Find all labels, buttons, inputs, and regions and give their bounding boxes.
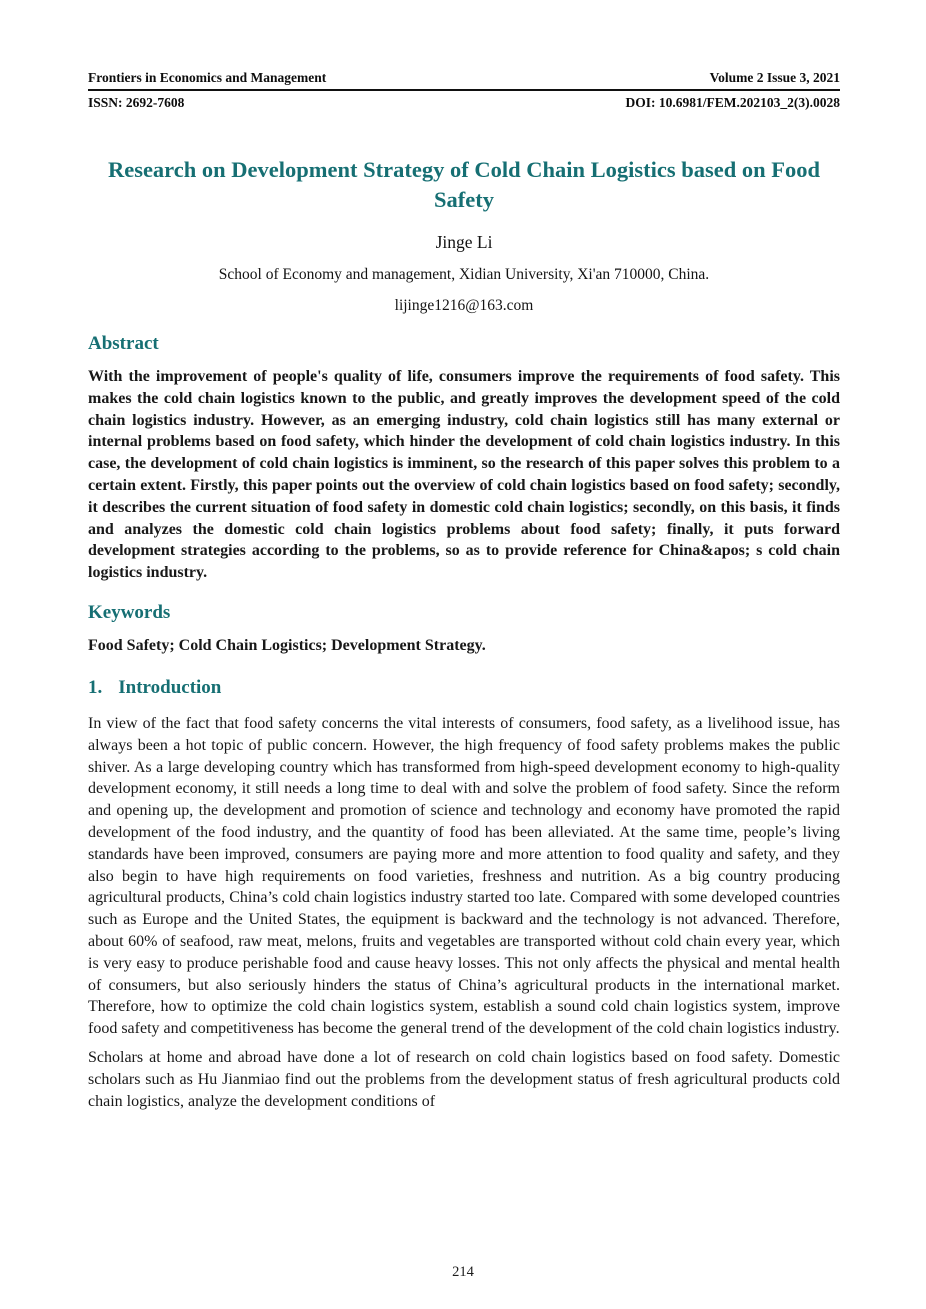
article-title: Research on Development Strategy of Cold Chain Logistics based on Food Safety: [107, 157, 821, 212]
author-email: lijinge1216@163.com: [394, 297, 534, 314]
abstract-heading: Abstract: [88, 333, 159, 354]
running-head-bottom: [88, 95, 840, 111]
abstract-text: With the improvement of people's quality of life, consumers improve the requirements of food safety. This makes the cold chain logistics known to the public, and greatly improves the development speed of the cold chain logistics industry. However, as an emerging industry, cold chain logistics still has many external or internal problems based on food safety, which hinder the development of cold chain logistics industry. In this case, the development of cold chain logistics is imminent, so the research of this paper solves this problem to a certain extent. Firstly, this paper points out the overview of cold chain logistics based on food safety; secondly, it describes the current situation of food safety in domestic cold chain logistics; secondly, on this basis, it finds and analyzes the domestic cold chain logistics problems about food safety; finally, it puts forward development strategies according to the problems, so as to provide reference for China&apos; s cold chain logistics industry.: [88, 368, 840, 582]
author-name: Jinge Li: [435, 232, 493, 252]
volume-issue: Volume 2 Issue 3, 2021: [709, 70, 840, 85]
introduction-paragraph: In view of the fact that food safety concerns the vital interests of consumers, food safety, as a livelihood issue, has always been a hot topic of public concern. However, the high frequency of food safety problems makes the public shiver. As a large developing country which has transformed from high-speed development economy to high-quality development economy, it still needs a long time to deal with and solve the problem of food safety. Since the reform and opening up, the development and promotion of science and technology and economy have promoted the rapid development of the food industry, and the quantity of food has been alleviated. At the same time, people’s living standards have been improved, consumers are paying more and more attention to food quality and safety, and they also begin to have high requirements on food varieties, freshness and nutrition. As a big country producing agricultural products, China’s cold chain logistics industry started too late. Compared with some developed countries such as Europe and the United States, the equipment is backward and the technology is not advanced. Therefore, about 60% of seafood, raw meat, melons, fruits and vegetables are transported without cold chain every year, which is very easy to produce perishable food and cause heavy losses. This not only affects the physical and mental health of consumers, but also seriously hinders the status of China’s agricultural products in the international market. Therefore, how to optimize the cold chain logistics system, establish a sound cold chain logistics system, improve food safety and competitiveness has become the general trend of the development of the cold chain logistics industry.: [88, 714, 840, 1038]
introduction-paragraph: Scholars at home and abroad have done a lot of research on cold chain logistics based on food safety. Domestic scholars such as Hu Jianmiao find out the problems from the development status of fresh agricultural products cold chain logistics, analyze the development conditions of: [88, 1048, 840, 1110]
journal-name: Frontiers in Economics and Management: [88, 70, 327, 85]
keywords-heading: Keywords: [88, 601, 171, 623]
running-head-top: [88, 70, 840, 91]
doi: DOI: 10.6981/FEM.202103_2(3).0028: [625, 95, 840, 110]
introduction-heading-label: Introduction: [118, 676, 222, 698]
author-affiliation: School of Economy and management, Xidian University, Xi'an 710000, China.: [218, 266, 710, 283]
keywords-text: Food Safety; Cold Chain Logistics; Development Strategy.: [88, 636, 486, 654]
issn: ISSN: 2692-7608: [88, 95, 185, 110]
page-number: 214: [452, 1264, 474, 1280]
introduction-heading: [88, 676, 840, 699]
introduction-heading-number: 1.: [88, 676, 103, 698]
